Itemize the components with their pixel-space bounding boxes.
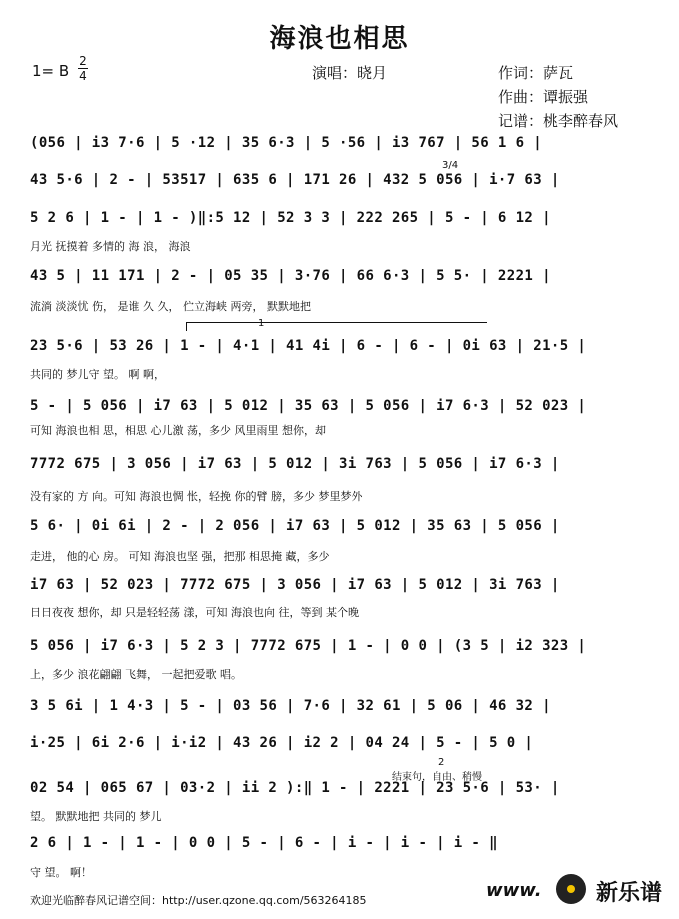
meter-change-marker: 3/4	[442, 160, 459, 171]
lyric-row: 共同的 梦儿守 望。 啊 啊，	[30, 368, 165, 381]
notation-row: 5 2 6 | 1 - | 1 - )‖:5 12 | 52 3 3 | 222 265 | 5 - | 6 12 |	[30, 210, 551, 226]
time-signature-top: 2	[79, 54, 87, 68]
lyric-row: 流淌 淡淡忧 伤， 是谁 久 久， 伫立海峡 两旁， 默默地把	[30, 300, 311, 313]
lyric-row: 月光 抚摸着 多情的 海 浪， 海浪	[30, 240, 191, 253]
notation-row: i7 63 | 52 023 | 7772 675 | 3 056 | i7 63 | 5 012 | 3i 763 |	[30, 577, 560, 593]
lyric-row: 望。 默默地把 共同的 梦儿	[30, 810, 162, 823]
lyric-row: 走进， 他的心 房。 可知 海浪也坚 强，把那 相思掩 藏，多少	[30, 550, 330, 563]
site-logo: 新乐谱	[596, 881, 663, 906]
transcriber-credit: 记谱：桃李醉春风	[498, 112, 619, 130]
notation-row: 5 6· | 0i 6i | 2 - | 2 056 | i7 63 | 5 012 | 35 63 | 5 056 |	[30, 518, 560, 534]
song-title: 海浪也相思	[269, 24, 410, 54]
volta-1-bracket	[186, 322, 487, 331]
notation-row: 43 5 | 11 171 | 2 - | 05 35 | 3·76 | 66 6·3 | 5 5· | 2221 |	[30, 268, 551, 284]
time-signature	[78, 55, 88, 82]
footer-url: 欢迎光临醉春风记谱空间：http://user.qzone.qq.com/563264185	[30, 894, 367, 907]
lyric-row: 没有家的 方 向。可知 海浪也惆 怅，轻挽 你的臂 膀，多少 梦里梦外	[30, 490, 363, 503]
notation-row: 5 - | 5 056 | i7 63 | 5 012 | 35 63 | 5 056 | i7 6·3 | 52 023 |	[30, 398, 587, 414]
notation-row: i·25 | 6i 2·6 | i·i2 | 43 26 | i2 2 | 04 24 | 5 - | 5 0 |	[30, 735, 534, 751]
lyric-row: 上，多少 浪花翩翩 飞舞， 一起把爱歌 唱。	[30, 668, 242, 681]
volta-2-note: 结束句，自由、稍慢	[392, 772, 482, 783]
record-disc-icon	[556, 874, 586, 904]
time-signature-bottom: 4	[79, 69, 87, 83]
lyric-row: 守 望。 啊！	[30, 866, 92, 879]
composer-credit: 作曲：谭振强	[498, 88, 589, 106]
notation-row: 02 54 | 065 67 | 03·2 | ii 2 ):‖ 1 - | 2221 | 23 5·6 | 53· |	[30, 780, 560, 796]
volta-2-label: 2	[438, 757, 445, 768]
notation-row: 2 6 | 1 - | 1 - | 0 0 | 5 - | 6 - | i - | i - | i - ‖	[30, 835, 498, 851]
notation-row: 3 5 6i | 1 4·3 | 5 - | 03 56 | 7·6 | 32 61 | 5 06 | 46 32 |	[30, 698, 551, 714]
singer-credit: 演唱：晓月	[312, 64, 388, 82]
volta-1-label: 1	[258, 318, 265, 329]
lyricist-credit: 作词：萨瓦	[498, 64, 574, 82]
notation-row: 43 5·6 | 2 - | 53517 | 635 6 | 171 26 | 432 5 056 | i·7 63 |	[30, 172, 560, 188]
key-signature: 1= B	[32, 62, 70, 80]
lyric-row: 可知 海浪也相 思，相思 心儿激 荡，多少 风里雨里 想你，却	[30, 424, 326, 437]
footer-www: www.	[486, 880, 542, 901]
lyric-row: 日日夜夜 想你，却 只是轻轻荡 漾，可知 海浪也向 往，等到 某个晚	[30, 606, 359, 619]
notation-row: 23 5·6 | 53 26 | 1 - | 4·1 | 41 4i | 6 - | 6 - | 0i 63 | 21·5 |	[30, 338, 587, 354]
notation-row: (056 | i3 7·6 | 5 ·12 | 35 6·3 | 5 ·56 | i3 767 | 56 1 6 |	[30, 135, 543, 151]
notation-row: 5 056 | i7 6·3 | 5 2 3 | 7772 675 | 1 - | 0 0 | (3 5 | i2 323 |	[30, 638, 587, 654]
notation-row: 7772 675 | 3 056 | i7 63 | 5 012 | 3i 763 | 5 056 | i7 6·3 |	[30, 456, 560, 472]
